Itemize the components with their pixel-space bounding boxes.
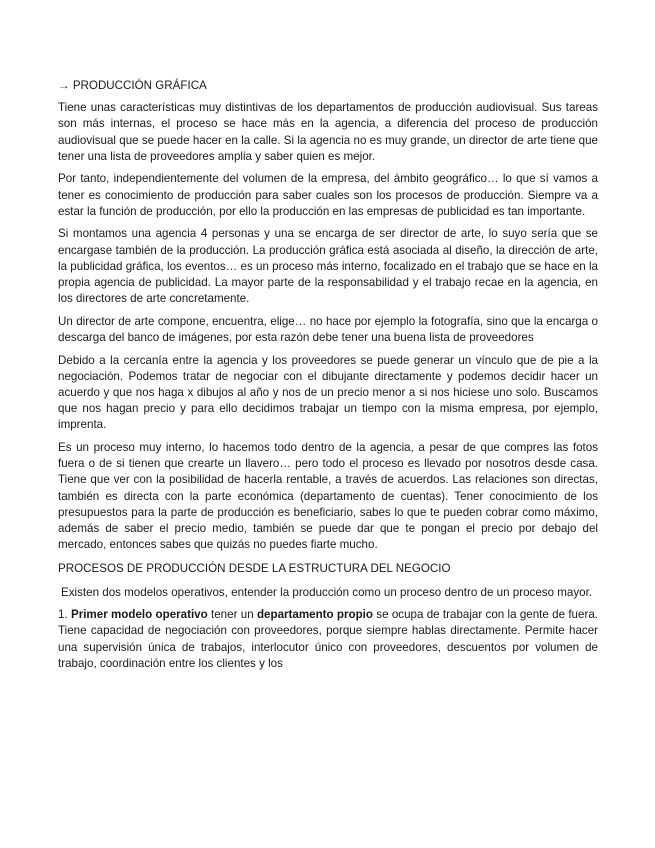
paragraph: Es un proceso muy interno, lo hacemos todo dentro de la agencia, a pesar de que compres las fotos fuera o de si tienen que crearte un llavero… pero todo el proceso es llevado por nosotros desde casa. Tiene que ver con la posibilidad de hacerla rentable, a través de acuerdos. Las relaciones son directas, también es directa con la parte económica (departamento de cuentas). Tener conocimiento de los presupuestos para la parte de producción es beneficiario, sabes lo que te pueden cobrar como máximo, además de saber el precio medio, también se puede dar que te pongan el precio por debajo del mercado, entonces sabes que quizás no puedes fiarte mucho.: [58, 441, 598, 552]
model-1-prefix: 1.: [58, 608, 71, 622]
paragraph: Tiene unas características muy distintivas de los departamentos de producción audiovisual. Sus tareas son más internas, el proceso se hace más en la agencia, a diferencia del proceso de producción audiovisual que se puede hacer en la calle. Si la agencia no es muy grande, un director de arte tiene que tener una lista de proveedores amplia y saber quien es mejor.: [58, 101, 598, 163]
model-1-paragraph: [58, 607, 598, 672]
model-1-text-continued: se ocupa de trabajar con la gente de fuera. Tiene capacidad de negociación con proveedores, porque siempre hablas directamente. Permite hacer una supervisión única de trabajos, interlocutor único con proveedores, descuentos por volumen de trabajo, coordinación entre los clientes y los: [58, 608, 598, 670]
document-body: [58, 78, 598, 678]
model-1-text: tener un: [207, 608, 257, 622]
model-1-bold-label: Primer modelo operativo: [70, 608, 208, 622]
paragraph: Si montamos una agencia 4 personas y una se encarga de ser director de arte, lo suyo sería que se encargase también de la producción. La producción gráfica está asociada al diseño, la dirección de arte, la publicidad gráfica, los eventos… es un proceso más interno, focalizado en el trabajo que se hace en la propia agencia de publicidad. La mayor parte de la responsabilidad y el trabajo recae en la agencia, en los directores de arte concretamente.: [58, 227, 598, 306]
intro-paragraph: Existen dos modelos operativos, entender la producción como un proceso dentro de un proceso mayor.: [61, 585, 593, 599]
paragraph: Debido a la cercanía entre la agencia y los proveedores se puede generar un vínculo que de pie a la negociación. Podemos tratar de negociar con el dibujante directamente y podemos decidir hacer un acuerdo y que nos haga x dibujos al año y nos de un precio menor a si nos hiciese uno solo. Buscamos que nos hagan precio y para ello decidimos trabajar un tiempo con la misma empresa, por ejemplo, imprenta.: [58, 353, 598, 432]
model-1-bold-department: departamento propio: [256, 608, 373, 622]
section-heading-procesos: PROCESOS DE PRODUCCIÓN DESDE LA ESTRUCTURA DEL NEGOCIO: [58, 562, 451, 576]
paragraph: Un director de arte compone, encuentra, elige… no hace por ejemplo la fotografía, sino que la encarga o descarga del banco de imágenes, por esta razón debe tener una buena lista de proveedores: [58, 314, 598, 345]
section-heading-produccion-grafica: → PRODUCCIÓN GRÁFICA: [58, 79, 207, 92]
paragraph: Por tanto, independientemente del volumen de la empresa, del ámbito geográfico… lo que sí vamos a tener es conocimiento de producción para saber cuales son los procesos de producción. Siempre va a estar la función de producción, por ello la producción en las empresas de publicidad es tan importante.: [58, 172, 598, 218]
